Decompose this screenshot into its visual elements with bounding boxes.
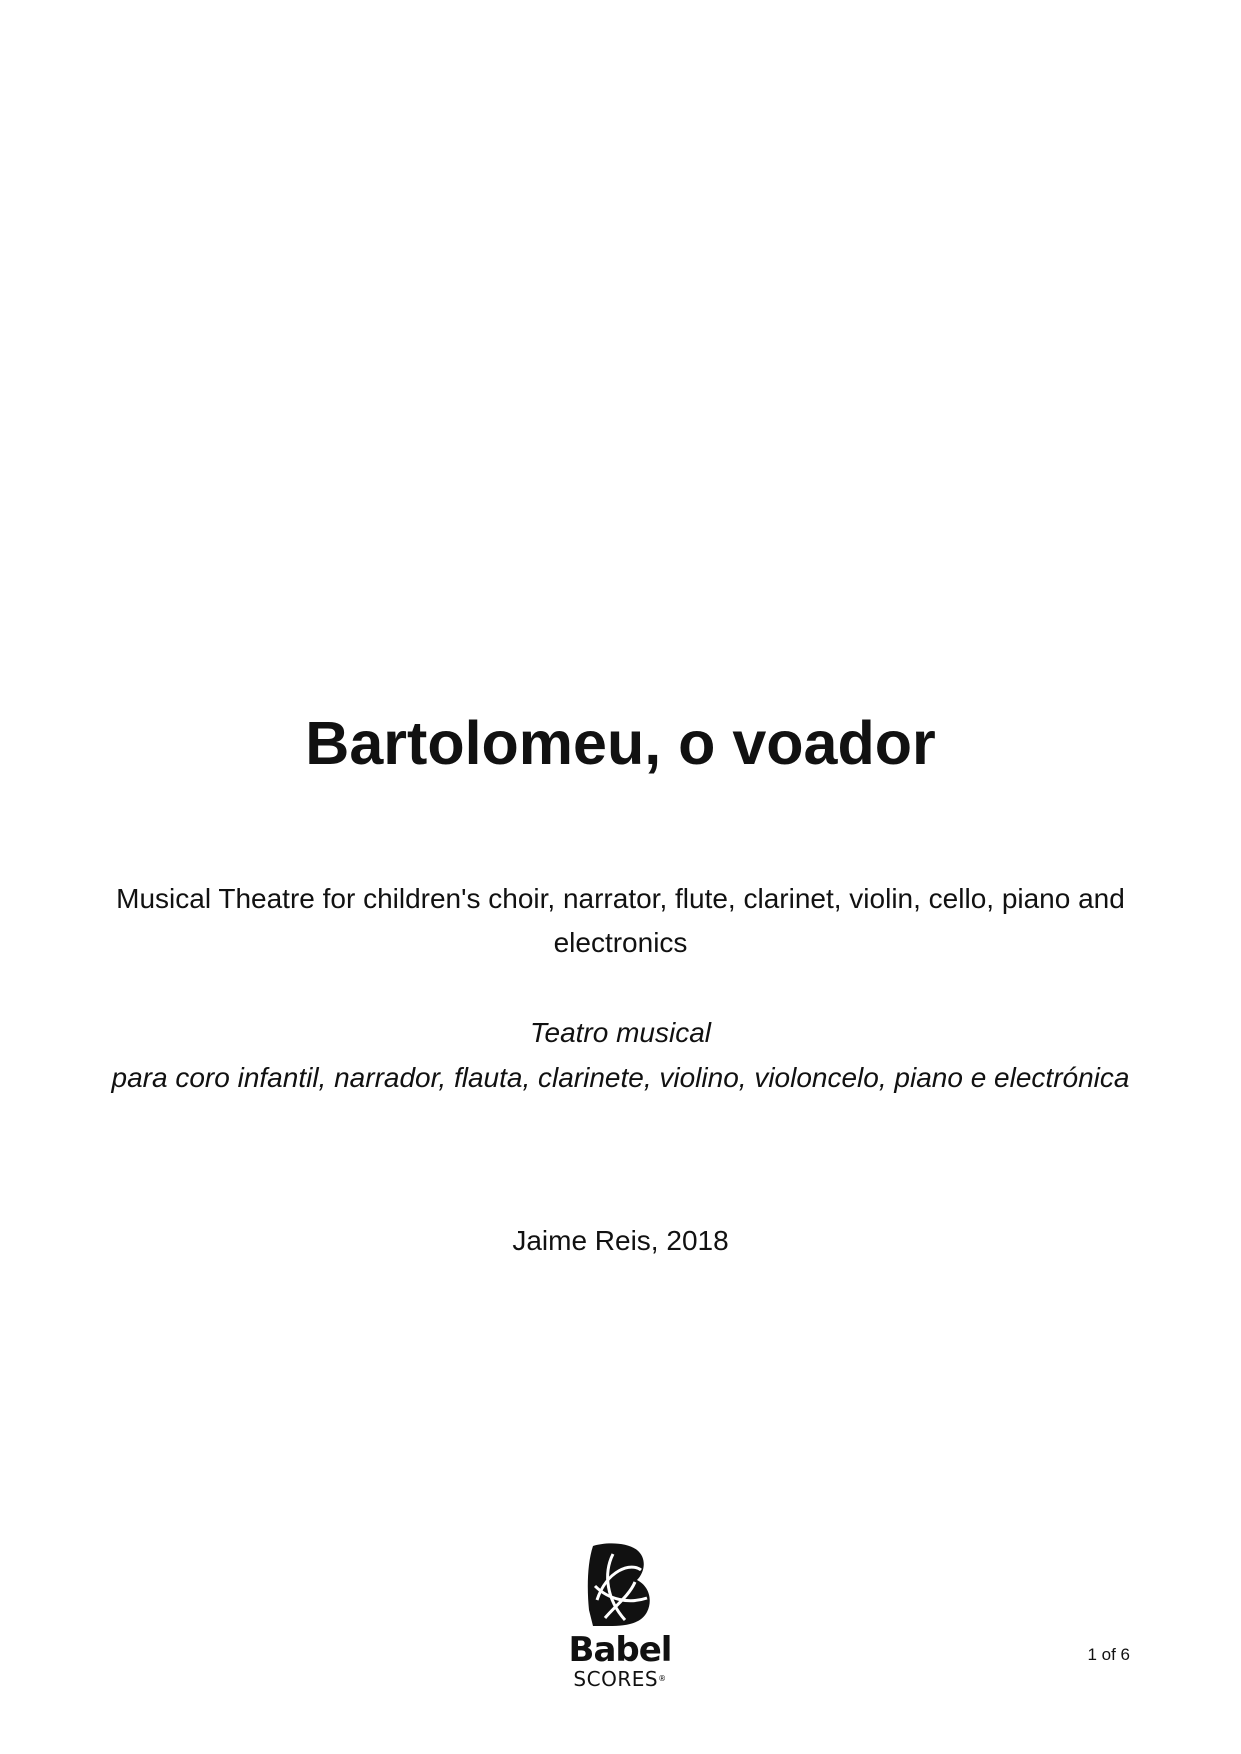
publisher-subname-text: SCORES — [573, 1667, 659, 1691]
publisher-name: Babel — [568, 1630, 672, 1670]
author-line: Jaime Reis, 2018 — [512, 1225, 729, 1256]
page-number: 1 of 6 — [1087, 1645, 1130, 1664]
registered-mark: ® — [658, 1674, 667, 1683]
publisher-subname — [560, 1669, 680, 1689]
subtitle-portuguese-line-1: Teatro musical — [529, 1017, 712, 1048]
subtitle-portuguese — [100, 1010, 1141, 1100]
document-title: Bartolomeu, o voador — [305, 709, 936, 777]
babel-logo-icon — [585, 1540, 655, 1628]
subtitle-portuguese-line-2: para coro infantil, narrador, flauta, clarinete, violino, violoncelo, piano e electrónica — [111, 1062, 1130, 1093]
subtitle-english: Musical Theatre for children's choir, narrator, flute, clarinet, violin, cello, piano and electronics — [116, 883, 1125, 958]
